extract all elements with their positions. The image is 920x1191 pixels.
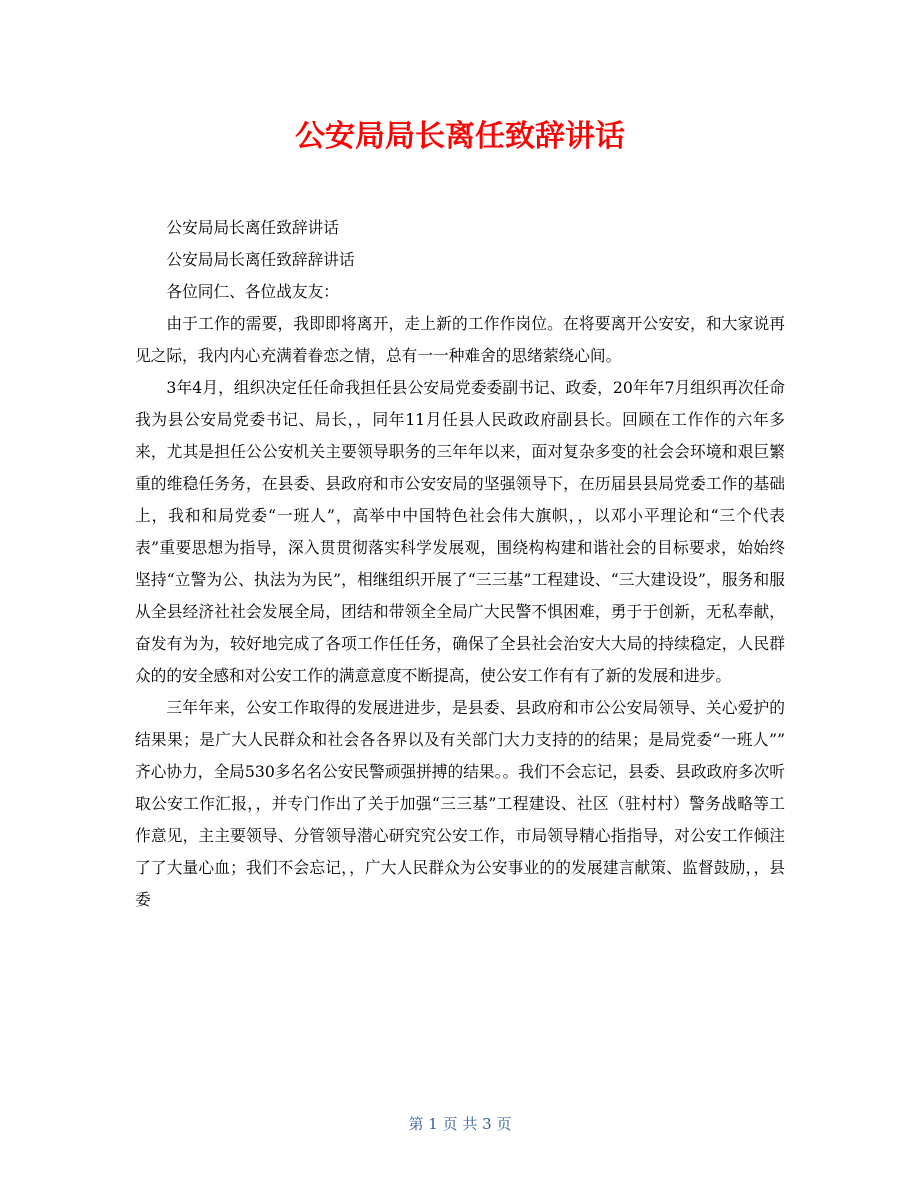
paragraph-opening: 由于工作的需要，我即即将离开，走上新的工作作岗位。在将要离开公安安，和大家说再见之际，我内内心充满着眷恋之情，总有一一种难舍的思绪萦绕心间。 [135,314,785,365]
page-number-footer: 第 1 页 共 3 页 [408,1115,512,1133]
paragraph-salutation: 各位同仁、各位战友友： [166,282,339,301]
paragraph-subtitle-2: 公安局局长离任致辞辞讲话 [166,250,355,269]
document-body [135,212,785,916]
paragraph-career-review: 3年4月，组织决定任任命我担任县公安局党委委副书记、政委，20年年7月组织再次任命我为县公安局党委书记、局长，，同年11月任县人民政政府副县长。回顾在工作作的六年多来，尤其是担任公公安机关主要领导职务的三年年以来，面对复杂多变的社会会环境和艰巨繁重的维稳任务务，在县委、县政府和市公安安局的坚强领导下，在历届县县局党委工作的基础上，我和和局党委“一班人”，高举中中国特色社会伟大旗帜，，以邓小平理论和“三个代表表”重要思想为指导，深入贯贯彻落实科学发展观，围绕构构建和谐社会的目标要求，始始终坚持“立警为公、执法为为民”，相继组织开展了“三三基”工程建设、“三大建设设”，服务和服从全县经济社社会发展全局，团结和带领全全局广大民警不惧困难，勇于于创新，无私奉献，奋发有为为，较好地完成了各项工作任任务，确保了全县社会治安大大局的持续稳定，人民群众的的安全感和对公安工作的满意意度不断提高，使公安工作有有了新的发展和进步。 [135,378,785,685]
paragraph-subtitle-1: 公安局局长离任致辞讲话 [166,218,339,237]
document-title: 公安局局长离任致辞讲话 [295,119,625,154]
paragraph-achievements: 三年年来，公安工作取得的发展进进步，是县委、县政府和市公公安局领导、关心爱护的结果果；是广大人民群众和社会各各界以及有关部门大力支持的的结果；是局党委“一班人”” 齐心协力，全局530多名名公安民警顽强拼搏的结果。。我们不会忘记，县委、县政政府多次听取公安工作汇报，，并专门作出了关于加强“三三基”工程建设、社区（驻村村）警务战略等工作意见，主主要领导、分管领导潜心研究究公安工作，市局领导精心指指导，对公安工作倾注了了大量心血；我们不会忘记，，广大人民群众为公安事业的的发展建言献策、监督鼓励，，县委 [135,698,785,909]
